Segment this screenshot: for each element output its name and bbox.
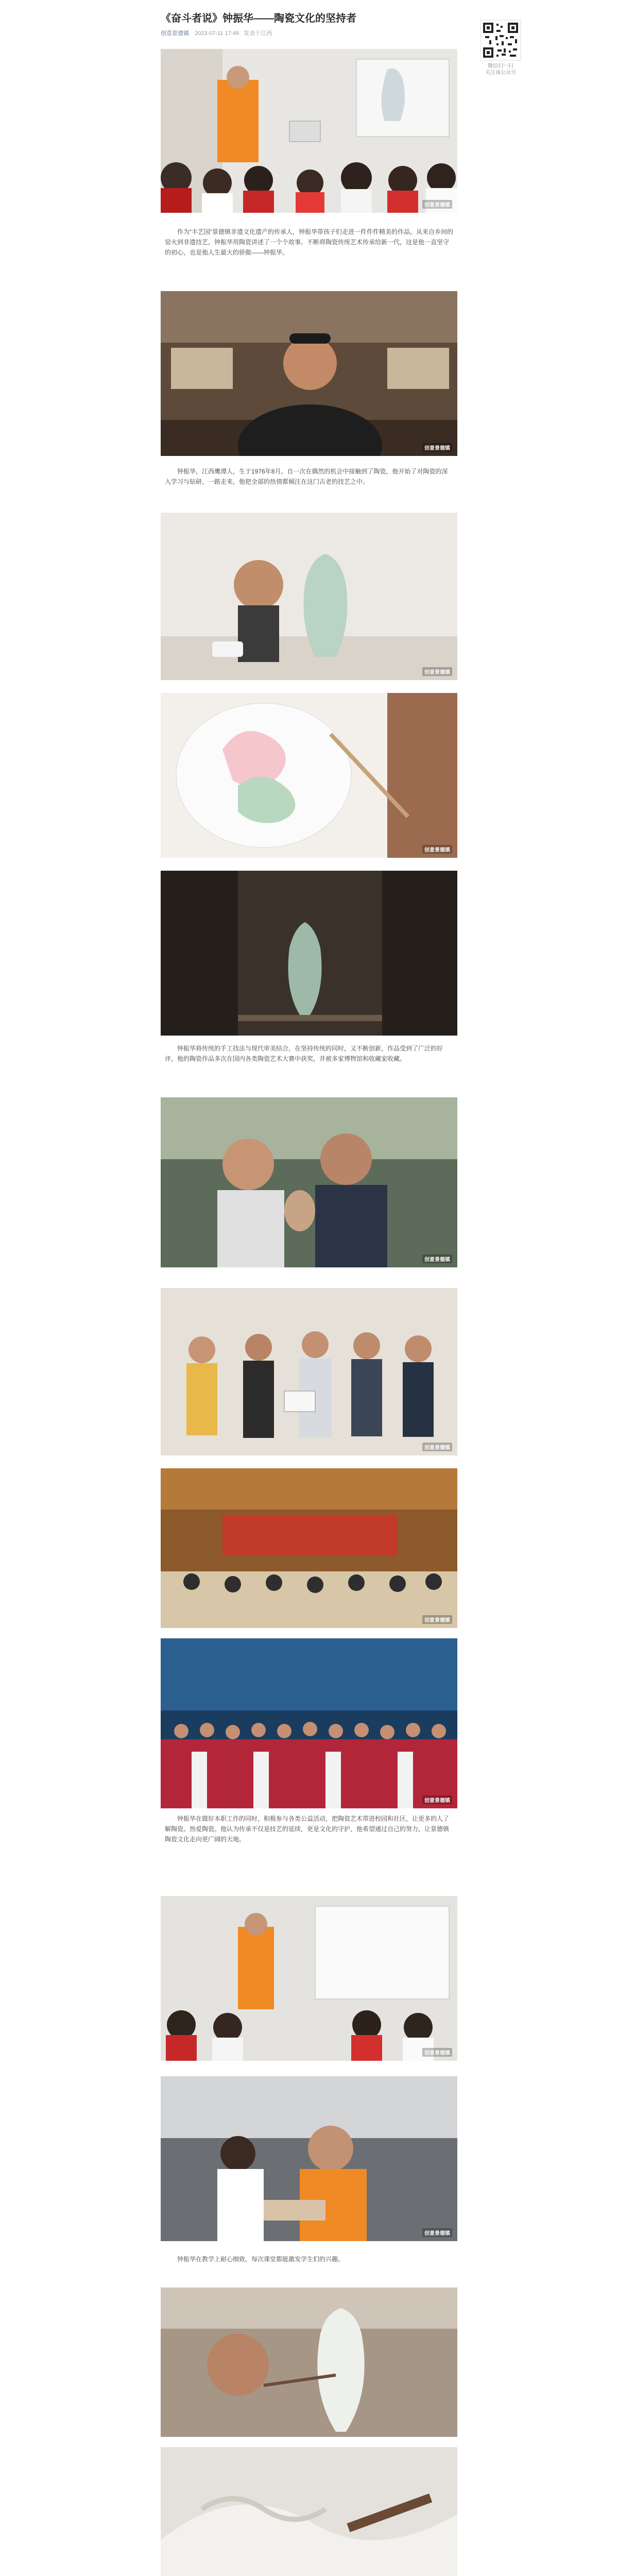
photo-painting-porcelain	[161, 693, 457, 858]
photo-exhibition-hall	[161, 1468, 457, 1628]
photo-carving-closeup	[161, 2447, 457, 2576]
article-title: 《奋斗者说》钟振华——陶瓷文化的坚持者	[161, 13, 356, 24]
article-body	[161, 0, 457, 2576]
photo-portrait-studio	[161, 291, 457, 456]
photo-classroom-lecture	[161, 1896, 457, 2061]
photo-watermark: 创意景德镇	[422, 1795, 452, 1804]
side-qr-caption: 微信扫一扫 关注该公众号	[485, 63, 516, 76]
photo-watermark: 创意景德镇	[422, 1443, 452, 1451]
photo-celadon-vase	[161, 513, 457, 680]
photo-two-men-pottery	[161, 1097, 457, 1267]
photo-watermark: 创意景德镇	[422, 1255, 452, 1263]
photo-watermark: 创意景德镇	[422, 2228, 452, 2237]
photo-vase-shelf	[161, 871, 457, 1036]
side-qr-code[interactable]	[480, 20, 521, 61]
photo-carving-vase	[161, 2287, 457, 2437]
paragraph-5: 钟振华在教学上耐心细致，每次课堂都能激发学生们的兴趣。	[177, 2256, 345, 2263]
publish-location: 发表于江西	[244, 30, 272, 37]
photo-watermark: 创意景德镇	[422, 845, 452, 854]
photo-classroom	[161, 49, 457, 213]
paragraph-3: 钟振华将传统的手工技法与现代审美结合，在坚持传统的同时，又不断创新，作品受到了广泛的好评，他的陶瓷作品多次在国内各类陶瓷艺术大赛中获奖，并被多家博物馆和收藏家收藏。	[165, 1045, 443, 1062]
publish-date: 2023-07-11 17:48	[195, 30, 239, 37]
account-name-link[interactable]: 创意景德镇	[161, 30, 189, 37]
photo-award-group	[161, 1288, 457, 1455]
photo-watermark: 创意景德镇	[422, 200, 452, 209]
photo-watermark: 创意景德镇	[422, 443, 452, 452]
paragraph-1: 作为“丰艺国”景德镇非遗文化遗产的传承人，钟振华带孩子们走进一件件件精美的作品，从来自乡间的窑火到非遗技艺，钟振华用陶瓷讲述了一个个故事。不断将陶瓷传统艺术传承给新一代，这是他一直坚守的初心，也是他人生最大的骄傲——钟振华。	[165, 228, 453, 256]
photo-watermark: 创意景德镇	[422, 1615, 452, 1624]
photo-large-group	[161, 1638, 457, 1808]
photo-watermark: 创意景德镇	[422, 667, 452, 676]
photo-hands-on-teaching	[161, 2076, 457, 2241]
side-qr-panel	[479, 20, 522, 76]
paragraph-2: 钟振华，江西鹰潭人，生于1976年8月。自一次在偶然的机会中接触到了陶瓷，他开始了对陶瓷的深入学习与钻研，一路走来，他把全部的热情都倾注在这门古老的技艺之中。	[165, 468, 448, 485]
paragraph-4: 钟振华在做好本职工作的同时，积极参与各类公益活动，把陶瓷艺术带进校园和社区，让更多的人了解陶瓷、热爱陶瓷。他认为传承不仅是技艺的延续，更是文化的守护，他希望通过自己的努力，让景德镇陶瓷文化走向更广阔的天地。	[165, 1815, 450, 1843]
photo-watermark: 创意景德镇	[422, 2048, 452, 2057]
